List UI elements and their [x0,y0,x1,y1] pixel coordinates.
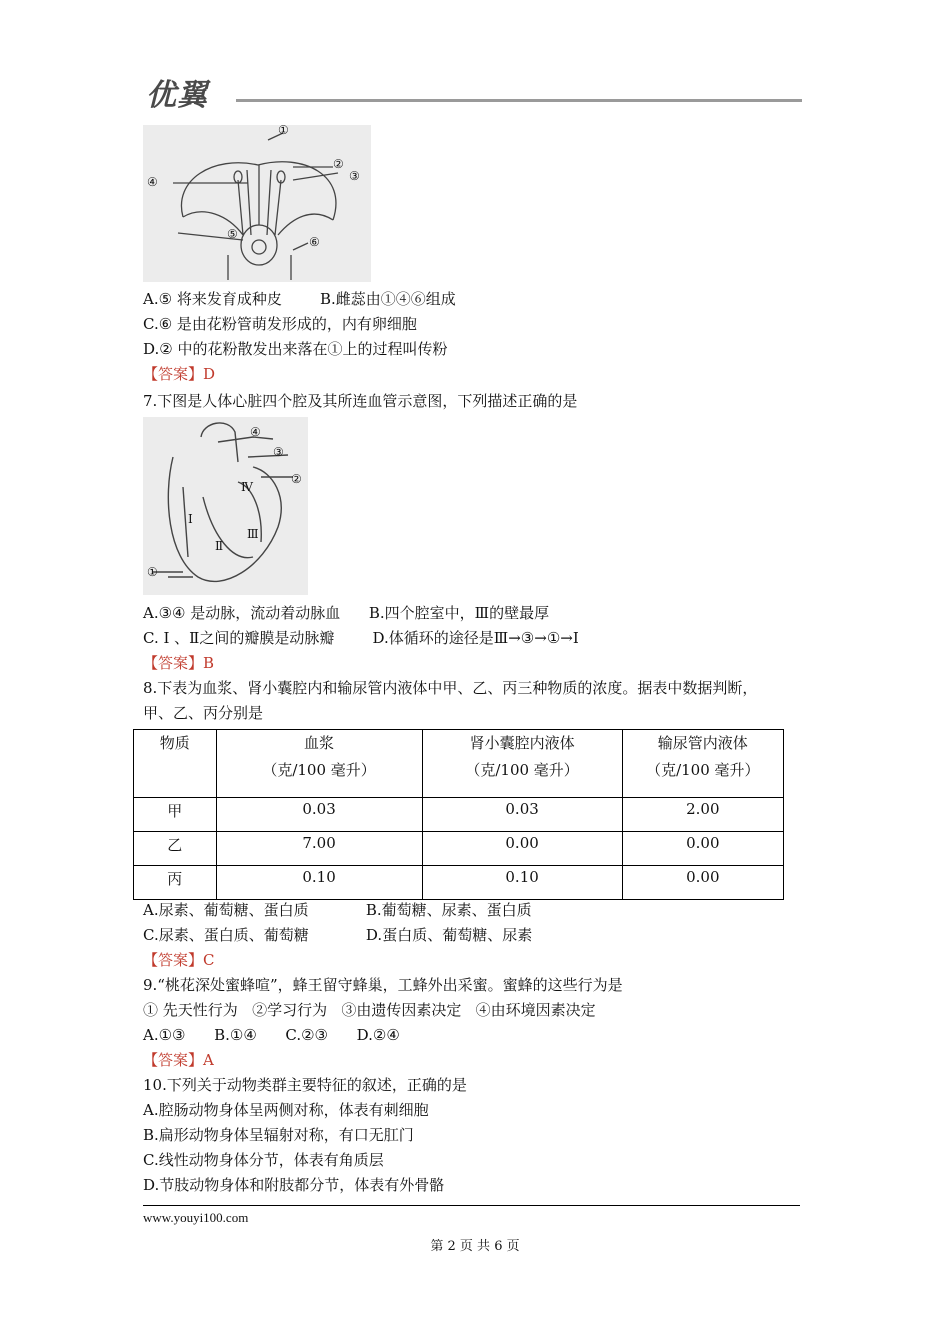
figure-label: ① [278,123,289,137]
footer-rule [143,1205,800,1206]
figure-label: Ⅲ [247,527,259,541]
flower-diagram [143,125,371,282]
table-cell: 丙 [134,866,217,900]
q10-option-c: C.线性动物身体分节，体表有角质层 [143,1151,384,1169]
q8-stem-line1: 8.下表为血浆、肾小囊腔内和输尿管内液体中甲、乙、丙三种物质的浓度。据表中数据判断， [143,679,758,697]
table-header-cell: 物质 [134,730,217,798]
table-row [134,798,784,832]
header-rule [236,99,802,102]
q9-options: A.①③ B.①④ C.②③ D.②④ [143,1026,400,1044]
figure-label: Ⅱ [215,539,224,553]
table-cell: 0.03 [422,798,622,832]
table-cell: 7.00 [216,832,422,866]
footer-url: www.youyi100.com [143,1210,249,1225]
flower-figure [143,125,371,282]
q8-option-cd: C.尿素、蛋白质、葡萄糖 D.蛋白质、葡萄糖、尿素 [143,926,533,944]
figure-label: Ⅰ [188,512,193,526]
brand-logo: 优翼 [146,78,208,113]
q6-option-c: C.⑥ 是由花粉管萌发形成的，内有卵细胞 [143,315,417,333]
table-cell: 0.10 [216,866,422,900]
figure-label: ② [333,157,344,171]
figure-label: ③ [349,169,360,183]
heart-diagram [143,417,308,595]
figure-label: ① [147,565,158,579]
q10-option-b: B.扁形动物身体呈辐射对称，有口无肛门 [143,1126,414,1144]
q9-choices: ① 先天性行为 ②学习行为 ③由遗传因素决定 ④由环境因素决定 [143,1001,596,1019]
q10-stem: 10.下列关于动物类群主要特征的叙述，正确的是 [143,1076,467,1094]
q7-stem: 7.下图是人体心脏四个腔及其所连血管示意图，下列描述正确的是 [143,392,578,410]
figure-label: ④ [250,425,261,439]
table-cell: 乙 [134,832,217,866]
q8-option-ab: A.尿素、葡萄糖、蛋白质 B.葡萄糖、尿素、蛋白质 [143,901,532,919]
q7-option-cd: C. Ⅰ 、Ⅱ之间的瓣膜是动脉瓣 D.体循环的途径是Ⅲ→③→①→Ⅰ [143,629,579,647]
table-cell: 甲 [134,798,217,832]
table-cell: 0.00 [622,832,783,866]
figure-label: ② [291,472,302,486]
table-header-cell: 输尿管内液体 （克/100 毫升） [622,730,783,798]
heart-figure [143,417,308,595]
table-cell: 2.00 [622,798,783,832]
q6-option-d: D.② 中的花粉散发出来落在①上的过程叫传粉 [143,340,448,358]
table-row [134,832,784,866]
q9-answer: 【答案】A [143,1051,214,1069]
table-cell: 0.03 [216,798,422,832]
page-number: 第 2 页 共 6 页 [430,1239,520,1254]
q6-option-ab: A.⑤ 将来发育成种皮 B.雌蕊由①④⑥组成 [143,290,456,308]
q10-option-d: D.节肢动物身体和附肢都分节，体表有外骨骼 [143,1176,445,1194]
q8-answer: 【答案】C [143,951,215,969]
table-cell: 0.00 [422,832,622,866]
q7-answer: 【答案】B [143,654,215,672]
figure-label: Ⅳ [241,480,253,494]
figure-label: ③ [273,445,284,459]
table-row [134,866,784,900]
q8-stem-line2: 甲、乙、丙分别是 [143,704,264,722]
table-cell: 0.00 [622,866,783,900]
q6-answer: 【答案】D [143,365,216,383]
table-header-cell: 血浆 （克/100 毫升） [216,730,422,798]
table-header-row [134,730,784,798]
figure-label: ⑥ [309,235,320,249]
q10-option-a: A.腔肠动物身体呈两侧对称，体表有刺细胞 [143,1101,429,1119]
q9-stem: 9.“桃花深处蜜蜂喧”，蜂王留守蜂巢，工蜂外出采蜜。蜜蜂的这些行为是 [143,976,623,994]
concentration-table [133,729,784,900]
table-cell: 0.10 [422,866,622,900]
figure-label: ⑤ [227,227,238,241]
table-header-cell: 肾小囊腔内液体 （克/100 毫升） [422,730,622,798]
q7-option-ab: A.③④ 是动脉，流动着动脉血 B.四个腔室中，Ⅲ的壁最厚 [143,604,550,622]
figure-label: ④ [147,175,158,189]
